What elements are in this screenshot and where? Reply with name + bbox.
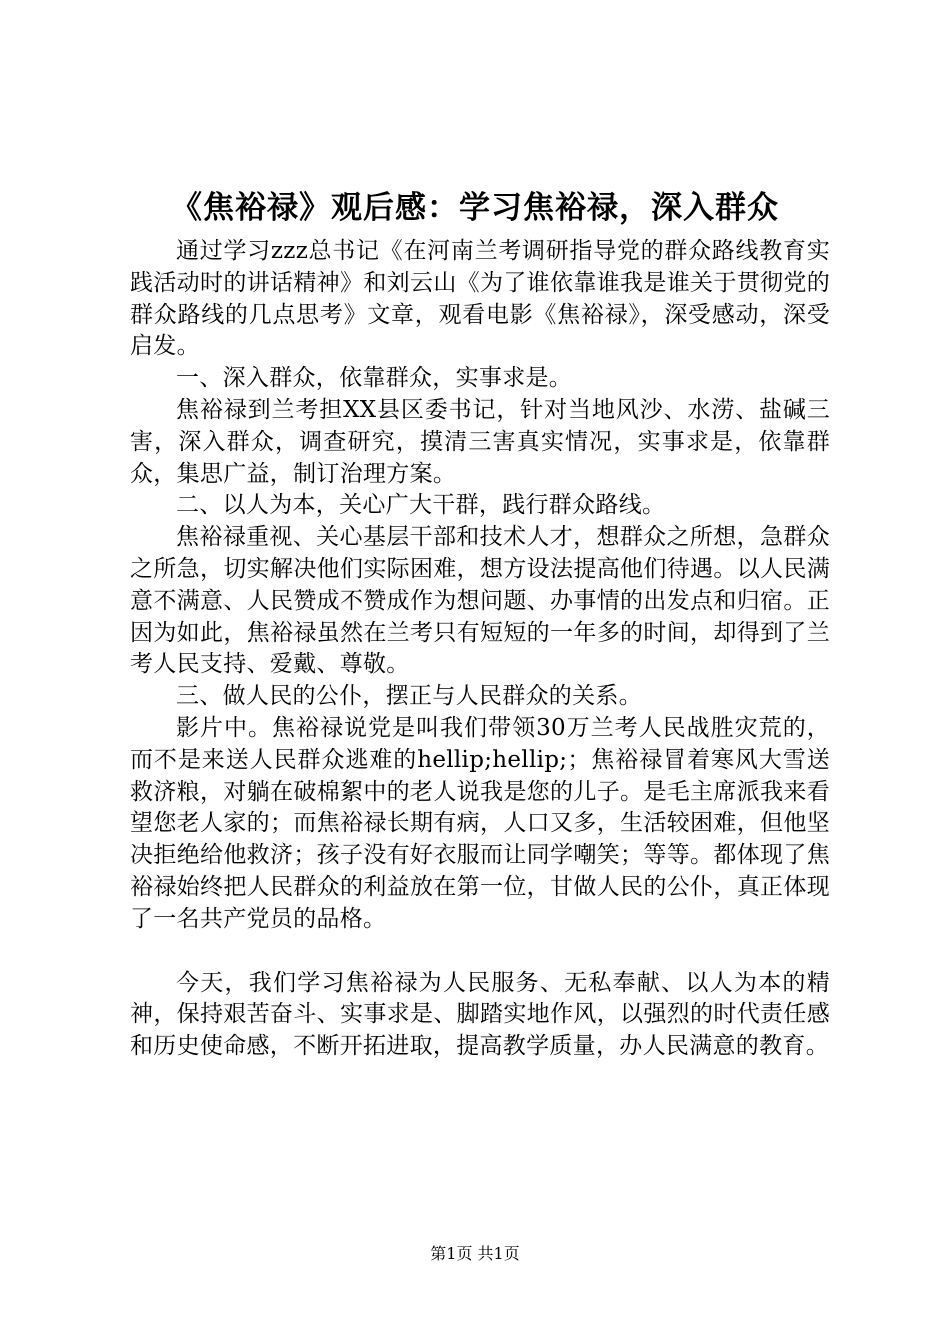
paragraph-section-1: 焦裕禄到兰考担XX县区委书记，针对当地风沙、水涝、盐碱三害，深入群众，调查研究，摸清三害真实情况，实事求是，依靠群众，集思广益，制订治理方案。	[130, 396, 830, 487]
paragraph-section-3: 影片中。焦裕禄说党是叫我们带领30万兰考人民战胜灾荒的，而不是来送人民群众逃难的hellip;hellip;；焦裕禄冒着寒风大雪送救济粮，对躺在破棉絮中的老人说我是您的儿子。是毛主席派我来看望您老人家的；而焦裕禄长期有病，人口又多，生活较困难，但他坚决拒绝给他救济；孩子没有好衣服而让同学嘲笑；等等。都体现了焦裕禄始终把人民群众的利益放在第一位，甘做人民的公仆，真正体现了一名共产党员的品格。	[130, 714, 830, 932]
paragraph-section-2: 焦裕禄重视、关心基层干部和技术人才，想群众之所想，急群众之所急，切实解决他们实际困难，想方设法提高他们待遇。以人民满意不满意、人民赞成不赞成作为想问题、办事情的出发点和归宿。正因为如此，焦裕禄虽然在兰考只有短短的一年多的时间，却得到了兰考人民支持、爱戴、尊敬。	[130, 524, 830, 678]
paragraph-spacer	[130, 936, 830, 968]
section-heading-1: 一、深入群众，依靠群众，实事求是。	[176, 365, 573, 392]
section-heading-3: 三、做人民的公仆，摆正与人民群众的关系。	[176, 683, 642, 710]
paragraph-intro: 通过学习zzz总书记《在河南兰考调研指导党的群众路线教育实践活动时的讲话精神》和刘云山《为了谁依靠谁我是谁关于贯彻党的群众路线的几点思考》文章，观看电影《焦裕禄》，深受感动，深受启发。	[130, 238, 830, 360]
document-title: 《焦裕禄》观后感：学习焦裕禄，深入群众	[171, 190, 779, 226]
page-footer: 第1页 共1页	[430, 1244, 520, 1263]
section-heading-2: 二、以人为本，关心广大干群，践行群众路线。	[176, 492, 666, 519]
document-body	[130, 236, 830, 1063]
paragraph-conclusion: 今天，我们学习焦裕禄为人民服务、无私奉献、以人为本的精神，保持艰苦奋斗、实事求是、脚踏实地作风，以强烈的时代责任感和历史使命感，不断开拓进取，提高教学质量，办人民满意的教育。	[130, 969, 830, 1060]
